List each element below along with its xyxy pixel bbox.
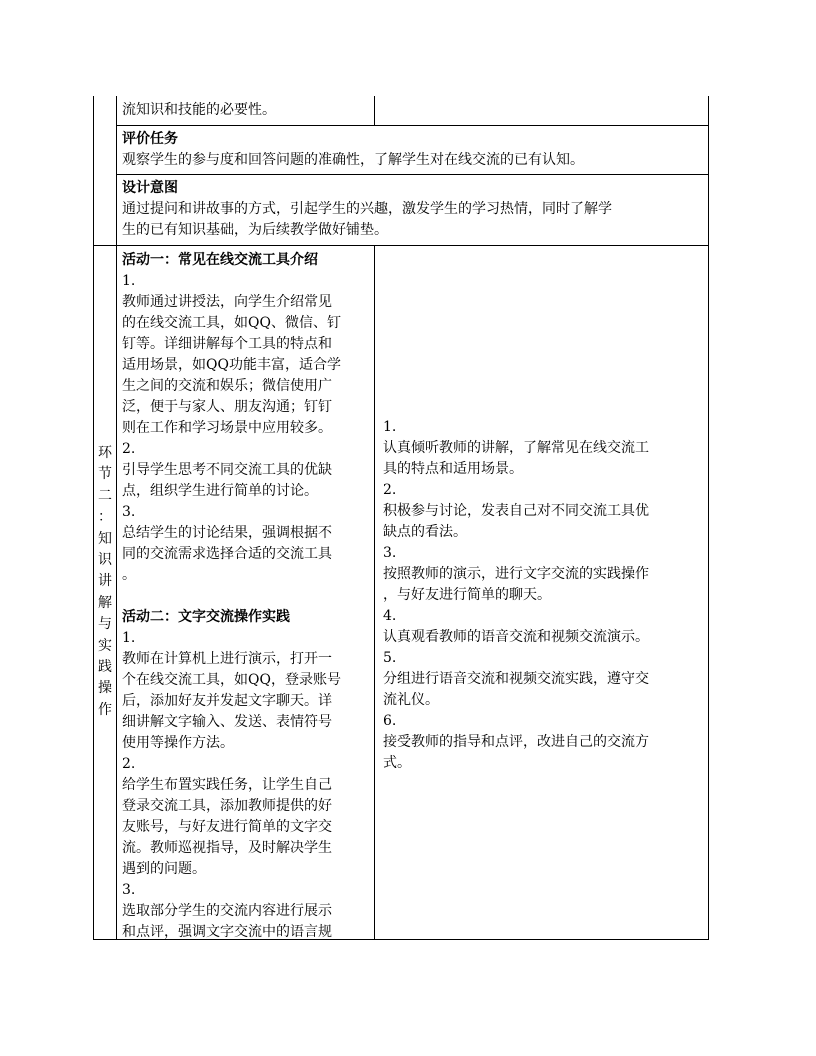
student-line: 认真观看教师的语音交流和视频交流演示。 [383,629,649,645]
activity2-line: 遇到的问题。 [122,861,206,877]
activity1-line: 教师通过讲授法，向学生介绍常见 [122,294,332,310]
student-line: ，与好友进行简单的聊天。 [383,587,551,603]
student-line: 3. [383,545,397,561]
design-intent-line: 通过提问和讲故事的方式，引起学生的兴趣，激发学生的学习热情，同时了解学 [122,201,612,217]
activity2-line: 后，添加好友并发起文字聊天。详 [122,693,332,709]
evaluation-heading: 评价任务 [122,131,178,147]
activity2-line: 个在线交流工具，如QQ，登录账号 [122,672,341,688]
row-divider-2 [116,174,709,175]
stage-column-divider [116,96,117,940]
activity1-line: 2. [122,441,136,457]
student-activities-cell [383,417,705,774]
activity2-line: 3. [122,882,136,898]
stage-label-char: 解 [98,594,112,611]
student-line: 5. [383,650,397,666]
table-border-right [708,96,709,940]
activity-column-divider [374,245,375,940]
design-intent-heading: 设计意图 [122,180,178,196]
student-line: 式。 [383,755,411,771]
evaluation-text: 观察学生的参与度和回答问题的准确性，了解学生对在线交流的已有认知。 [122,152,584,168]
activity2-line: 教师在计算机上进行演示，打开一 [122,651,332,667]
stage-label [94,443,116,721]
stage-label-char: 讲 [98,573,112,590]
activity1-line: 总结学生的讨论结果，强调根据不 [122,525,332,541]
stage-label-char: 与 [98,616,112,633]
stage-label-char: 节 [98,466,112,483]
activity2-title: 活动二：文字交流操作实践 [122,609,290,625]
student-line: 接受教师的指导和点评，改进自己的交流方 [383,734,649,750]
activity1-line: 点，组织学生进行简单的讨论。 [122,483,318,499]
activity1-line: 适用场景，如QQ功能丰富，适合学 [122,357,341,373]
student-line: 缺点的看法。 [383,524,467,540]
activity1-line: 生之间的交流和娱乐；微信使用广 [122,378,332,394]
stage-label-char: 实 [98,637,112,654]
activity1-line: 同的交流需求选择合适的交流工具 [122,546,332,562]
activity1-title: 活动一：常见在线交流工具介绍 [122,252,318,268]
activity2-line: 友账号，与好友进行简单的文字交 [122,819,332,835]
activity1-line: 1. [122,273,136,289]
activity2-line: 使用等操作方法。 [122,735,234,751]
activity2-line: 选取部分学生的交流内容进行展示 [122,903,332,919]
activity2-line: 细讲解文字输入、发送、表情符号 [122,714,332,730]
design-intent-line: 生的已有知识基础，为后续教学做好铺垫。 [122,222,388,238]
row-divider-3 [93,245,709,246]
student-line: 具的特点和适用场景。 [383,461,523,477]
student-line: 1. [383,419,397,435]
activity1-line: 的在线交流工具，如QQ、微信、钉 [122,315,341,331]
activity1-line: 3. [122,504,136,520]
student-line: 分组进行语音交流和视频交流实践，遵守交 [383,671,649,687]
activity1-line: 钉等。详细讲解每个工具的特点和 [122,336,332,352]
stage-label-char: 操 [98,680,112,697]
student-line: 流礼仪。 [383,692,439,708]
stage-label-char: 践 [98,659,112,676]
continuation-cell [122,100,370,121]
stage-label-char: 环 [98,445,112,461]
student-line: 6. [383,713,397,729]
activity2-line: 1. [122,630,136,646]
stage-label-char: ： [98,509,112,526]
student-line: 认真倾听教师的讲解，了解常见在线交流工 [383,440,649,456]
student-line: 积极参与讨论，发表自己对不同交流工具优 [383,503,649,519]
continuation-text: 流知识和技能的必要性。 [122,102,276,118]
stage-label-char: 作 [98,701,112,718]
evaluation-cell [122,129,706,171]
activity1-line: 则在工作和学习场景中应用较多。 [122,420,332,436]
activity1-line: 引导学生思考不同交流工具的优缺 [122,462,332,478]
activity2-line: 流。教师巡视指导，及时解决学生 [122,840,332,856]
activity2-line: 和点评，强调文字交流中的语言规 [122,924,332,940]
stage-label-char: 知 [98,530,112,547]
activity1-line: 泛，便于与家人、朋友沟通；钉钉 [122,399,332,415]
student-line: 2. [383,482,397,498]
student-line: 按照教师的演示，进行文字交流的实践操作 [383,566,649,582]
student-line: 4. [383,608,397,624]
row-divider-1 [116,125,709,126]
stage-label-char: 二 [98,487,112,504]
teacher-activities-cell [122,250,370,943]
activity1-line: 。 [122,567,136,583]
stage-label-char: 识 [98,552,112,569]
activity2-line: 2. [122,756,136,772]
activity-column-divider-top [374,96,375,125]
activity2-line: 给学生布置实践任务，让学生自己 [122,777,332,793]
design-intent-cell [122,178,706,241]
activity-spacer [122,586,370,607]
activity2-line: 登录交流工具，添加教师提供的好 [122,798,332,814]
